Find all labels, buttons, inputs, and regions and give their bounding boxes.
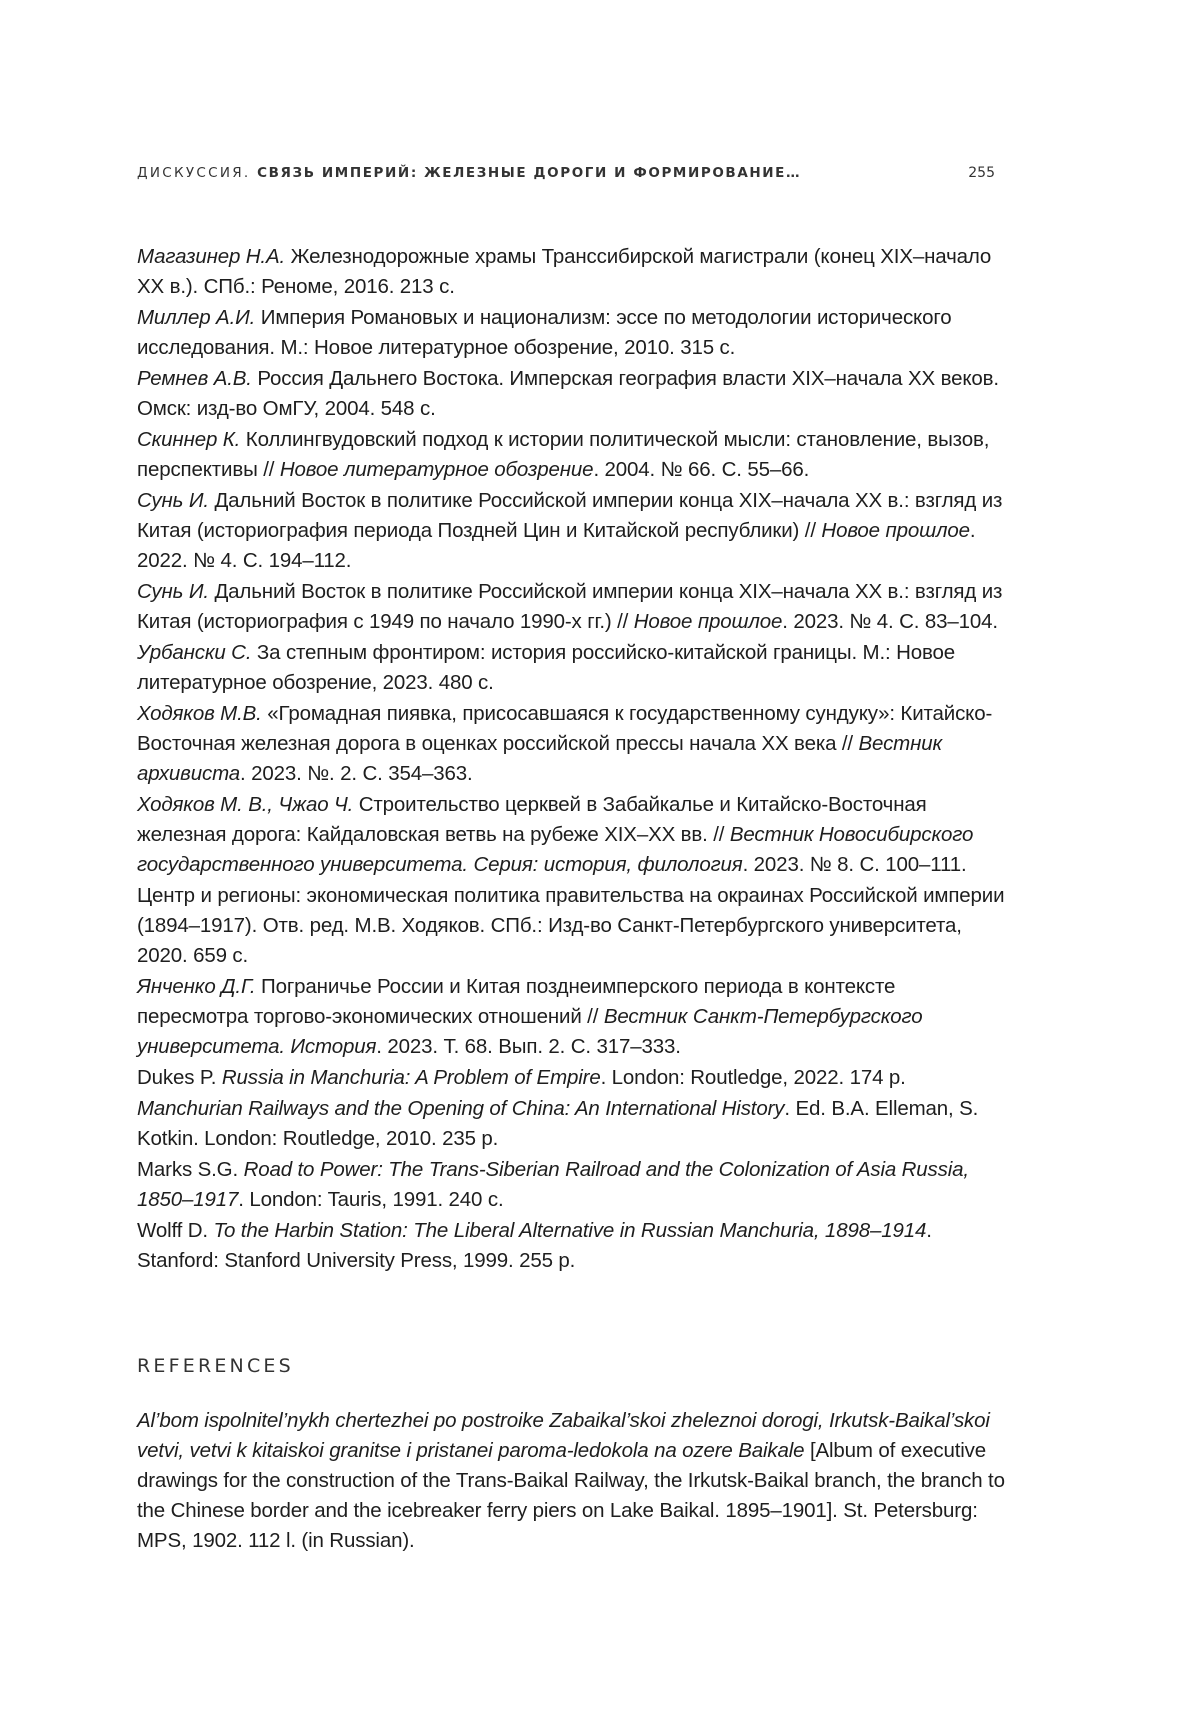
running-head-section: ДИСКУССИЯ. — [137, 165, 251, 181]
entry-tail: . London: Routledge, 2022. 174 p. — [600, 1066, 906, 1089]
entry-tail: [Album of executive drawings for the construction of the Trans-Baikal Railway, the Irkutsk-Baikal branch, the branch to the Chinese border and the icebreaker ferry piers on Lake Baikal. 1895–1901]. St. Petersburg: MPS, 1902. 112 l. (in Russian). — [137, 1439, 1005, 1552]
entry-source: Russia in Manchuria: A Problem of Empire — [221, 1066, 601, 1089]
entry-text: Центр и регионы: экономическая политика правительства на окраинах Российской империи (1894–1917). Отв. ред. М.В. Ходяков. СПб.: Изд-во Санкт-Петербургского университета, 2020. 659 с. — [137, 884, 1005, 967]
entry-tail: . Stanford: Stanford University Press, 1999. 255 p. — [137, 1219, 932, 1272]
entry-source: Al’bom ispolnitel’nykh chertezhei po postroike Zabaikal’skoi zheleznoi dorogi, Irkutsk-Baikal’skoi vetvi, vetvi k kitaiskoi granitse i pristanei paroma-ledokola na ozere Baikale — [137, 1409, 990, 1462]
entry-tail: . 2023. №. 2. С. 354–363. — [240, 762, 473, 785]
entry-author: Урбански С. — [137, 641, 252, 664]
entry-prefix: Dukes P. — [137, 1066, 222, 1089]
entry-text: Дальний Восток в политике Российской империи конца XIX–начала XX в.: взгляд из Китая (историография с 1949 по начало 1990-х гг.) // — [137, 580, 1003, 633]
entry-tail: . 2004. № 66. С. 55–66. — [593, 458, 810, 481]
entry-source: Новое литературное обозрение — [279, 458, 594, 481]
bibliography-entry — [137, 1155, 1007, 1215]
entry-text: Империя Романовых и национализм: эссе по методологии исторического исследования. М.: Новое литературное обозрение, 2010. 315 с. — [137, 306, 952, 359]
entry-text: «Громадная пиявка, присосавшаяся к государственному сундуку»: Китайско-Восточная железная дорога в оценках российской прессы начала XX века // — [137, 702, 993, 755]
entry-source: Новое прошлое — [821, 519, 970, 542]
bibliography-entry — [137, 638, 1007, 698]
bibliography-entry — [137, 364, 1007, 424]
bibliography-entry — [137, 1094, 1007, 1154]
bibliography-entry — [137, 699, 1007, 789]
entry-author: Сунь И. — [137, 489, 209, 512]
entry-source: Новое прошлое — [633, 610, 783, 633]
entry-source: Вестник Санкт-Петербургского университета. История — [137, 1005, 923, 1058]
entry-tail: . 2023. Т. 68. Вып. 2. С. 317–333. — [376, 1035, 681, 1058]
bibliography-entry — [137, 881, 1007, 971]
entry-author: Янченко Д.Г. — [137, 975, 256, 998]
bibliography-list — [137, 242, 1007, 1277]
bibliography-entry — [137, 1216, 1007, 1276]
entry-text: За степным фронтиром: история российско-китайской границы. М.: Новое литературное обозрение, 2023. 480 с. — [137, 641, 956, 694]
entry-source: To the Harbin Station: The Liberal Alternative in Russian Manchuria, 1898–1914 — [213, 1219, 927, 1242]
entry-author: Ремнев А.В. — [137, 367, 252, 390]
entry-author: Миллер А.И. — [137, 306, 256, 329]
bibliography-entry — [137, 577, 1007, 637]
running-head — [137, 165, 995, 189]
references-list — [137, 1406, 1007, 1557]
bibliography-entry — [137, 242, 1007, 302]
page-number: 255 — [968, 165, 995, 181]
references-heading: REFERENCES — [137, 1355, 294, 1377]
entry-source: Вестник Новосибирского государственного университета. Серия: история, филология — [137, 823, 974, 876]
entry-author: Сунь И. — [137, 580, 209, 603]
reference-entry — [137, 1406, 1007, 1556]
bibliography-entry — [137, 425, 1007, 485]
bibliography-entry — [137, 790, 1007, 880]
entry-author: Магазинер Н.А. — [137, 245, 286, 268]
entry-tail: . London: Tauris, 1991. 240 c. — [238, 1188, 504, 1211]
entry-source: Вестник архивиста — [137, 732, 943, 785]
entry-text: Строительство церквей в Забайкалье и Китайско-Восточная железная дорога: Кайдаловская ветвь на рубеже XIX–XX вв. // — [137, 793, 927, 846]
entry-text: Коллингвудовский подход к истории политической мысли: становление, вызов, перспективы // — [137, 428, 990, 481]
entry-author: Ходяков М.В. — [137, 702, 262, 725]
running-head-title: СВЯЗЬ ИМПЕРИЙ: ЖЕЛЕЗНЫЕ ДОРОГИ И ФОРМИРОВАНИЕ… — [257, 165, 802, 181]
entry-prefix: Wolff D. — [137, 1219, 214, 1242]
entry-text: Пограничье России и Китая позднеимперского периода в контексте пересмотра торгово-экономических отношений // — [137, 975, 896, 1028]
entry-text: Железнодорожные храмы Транссибирской магистрали (конец XIX–начало XX в.). СПб.: Реноме, 2016. 213 с. — [137, 245, 992, 298]
entry-text: Россия Дальнего Востока. Имперская география власти XIX–начала XX веков. Омск: изд-во ОмГУ, 2004. 548 с. — [137, 367, 999, 420]
entry-tail: . Ed. B.A. Elleman, S. Kotkin. London: Routledge, 2010. 235 p. — [137, 1097, 979, 1150]
entry-source: Road to Power: The Trans-Siberian Railroad and the Colonization of Asia Russia, 1850–1917 — [137, 1158, 969, 1211]
entry-prefix: Marks S.G. — [137, 1158, 244, 1181]
entry-author: Скиннер К. — [137, 428, 241, 451]
bibliography-entry — [137, 303, 1007, 363]
entry-author: Ходяков М. В., Чжао Ч. — [137, 793, 354, 816]
entry-tail: . 2023. № 8. С. 100–111. — [742, 853, 967, 876]
entry-text: Дальний Восток в политике Российской империи конца XIX–начала XX в.: взгляд из Китая (историография периода Поздней Цин и Китайской республики) // — [137, 489, 1003, 542]
bibliography-entry — [137, 1063, 1007, 1093]
bibliography-entry — [137, 486, 1007, 576]
bibliography-entry — [137, 972, 1007, 1062]
entry-tail: . 2022. № 4. С. 194–112. — [137, 519, 976, 572]
entry-tail: . 2023. № 4. С. 83–104. — [782, 610, 998, 633]
entry-source: Manchurian Railways and the Opening of China: An International History — [137, 1097, 785, 1120]
